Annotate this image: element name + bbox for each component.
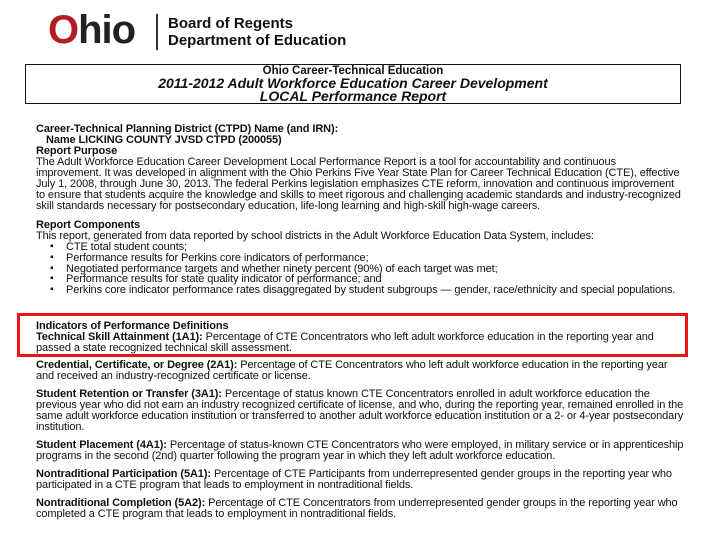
definition-text: Percentage of CTE Concentrators from underrepresented gender groups in the reporting year who completed a CTE program that leads to employment in nontraditional fields. xyxy=(36,497,678,520)
definition-5a1 xyxy=(36,469,684,491)
components-list xyxy=(36,242,684,296)
components-intro: This report, generated from data reported by school districts in the Adult Workforce Education Data System, includes: xyxy=(36,230,594,242)
agency-line-1: Board of Regents xyxy=(168,15,294,32)
logo-letters-hio: hio xyxy=(78,8,136,52)
definition-term: Technical Skill Attainment (1A1): xyxy=(36,331,203,343)
purpose-heading: Report Purpose xyxy=(36,145,118,157)
title-line-3: LOCAL Performance Report xyxy=(259,88,447,104)
list-item: ▪ Perkins core indicator performance rates disaggregated by student subgroups — gender, race/ethnicity and special populations. xyxy=(50,285,684,296)
header xyxy=(0,0,720,62)
ohio-logo xyxy=(48,8,135,52)
definition-5a2 xyxy=(36,498,684,520)
definition-4a1 xyxy=(36,440,684,462)
ctpd-name: Name LICKING COUNTY JVSD CTPD (200055) xyxy=(46,134,282,146)
list-item: ▪ Performance results for Perkins core indicators of performance; xyxy=(50,253,684,264)
definition-text: Percentage of CTE Concentrators who left adult workforce education in the reporting year and received an industry-recognized certificate or license. xyxy=(36,359,668,382)
list-item: ▪ CTE total student counts; xyxy=(50,242,684,253)
definition-term: Student Retention or Transfer (3A1): xyxy=(36,388,222,400)
definition-text: Percentage of CTE Participants from underrepresented gender groups in the reporting year who participated in a CTE program that leads to employment in nontraditional fields. xyxy=(36,468,672,491)
agency-line-2: Department of Education xyxy=(168,32,347,49)
definition-term: Student Placement (4A1): xyxy=(36,439,167,451)
title-line-2: 2011-2012 Adult Workforce Education Career Development xyxy=(158,75,548,91)
definition-term: Nontraditional Participation (5A1): xyxy=(36,468,211,480)
components-section xyxy=(36,220,684,296)
logo-divider xyxy=(156,14,158,50)
definition-3a1 xyxy=(36,389,684,433)
title-line-1: Ohio Career-Technical Education xyxy=(262,65,444,77)
definition-text: Percentage of status-known CTE Concentrators who were employed, in military service or in apprenticeship programs in the second (2nd) quarter following the program year in which they left adult workforce education. xyxy=(36,439,684,462)
definitions-heading: Indicators of Performance Definitions xyxy=(36,320,229,332)
definition-text: Percentage of status known CTE Concentrators enrolled in adult workforce education the previous year who did not earn an industry recognized certificate of license, and who, during the reporting year, remained enrolled in the same adult workforce education institution or transferred to another adult workforce education institution or a 2- or 4-year postsecondary institution. xyxy=(36,388,684,433)
ctpd-section xyxy=(36,124,684,212)
purpose-body: The Adult Workforce Education Career Development Local Performance Report is a tool for accountability and continuous improvement. It was developed in alignment with the Ohio Perkins Five Year State Plan for Career Technical Education (CTE), effective July 1, 2008, through June 30, 2013. The federal Perkins legislation emphasizes CTE reform, innovation and continuous improvement to ensure that students acquire the knowledge and skills to meet rigorous and challenging academic standards and industry-recognized skill standards necessary for postsecondary education, life-long learning and high-skill high-wage careers. xyxy=(36,156,681,212)
list-item: ▪ Performance results for state quality indicator of performance; and xyxy=(50,274,684,285)
agency-name xyxy=(168,15,346,49)
report-title-box xyxy=(25,64,681,104)
definition-term: Credential, Certificate, or Degree (2A1): xyxy=(36,359,238,371)
list-item: ▪ Negotiated performance targets and whether ninety percent (90%) of each target was met; xyxy=(50,264,684,275)
definition-2a1 xyxy=(36,360,684,382)
highlight-box xyxy=(17,313,688,357)
definition-term: Nontraditional Completion (5A2): xyxy=(36,497,206,509)
ctpd-heading: Career-Technical Planning District (CTPD) Name (and IRN): xyxy=(36,123,339,135)
definition-text: Percentage of CTE Concentrators who left adult workforce education in the reporting year and passed a state recognized technical skill assessment. xyxy=(36,331,654,354)
logo-letter-o: O xyxy=(48,8,79,52)
components-heading: Report Components xyxy=(36,219,141,231)
